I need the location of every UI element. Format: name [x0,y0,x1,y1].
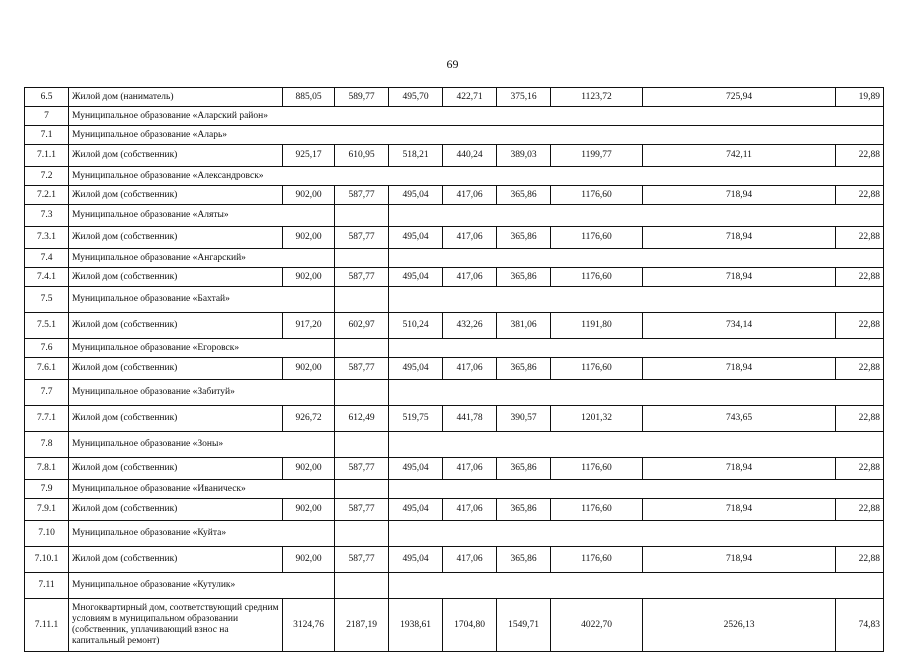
value-cell: 417,06 [443,547,497,573]
housing-type: Жилой дом (собственник) [69,458,283,480]
value-cell: 587,77 [335,458,389,480]
empty-cell [389,249,884,268]
value-cell: 417,06 [443,268,497,287]
value-cell: 1201,32 [551,406,643,432]
value-cell: 718,94 [643,499,836,521]
value-cell: 19,89 [836,88,884,107]
empty-cell [389,205,884,227]
tariff-table [24,87,884,652]
value-cell: 718,94 [643,458,836,480]
value-cell: 902,00 [283,268,335,287]
value-cell: 1191,80 [551,313,643,339]
value-cell: 885,05 [283,88,335,107]
value-cell: 4022,70 [551,599,643,652]
row-number: 7.4.1 [25,268,69,287]
page-number: 69 [446,57,459,71]
value-cell: 495,04 [389,268,443,287]
value-cell: 365,86 [497,186,551,205]
row-number: 7.1 [25,126,69,145]
value-cell: 495,04 [389,458,443,480]
row-number: 7.4 [25,249,69,268]
table-row [25,145,884,167]
value-cell: 22,88 [836,268,884,287]
value-cell: 375,16 [497,88,551,107]
housing-type: Жилой дом (наниматель) [69,88,283,107]
table-row [25,599,884,652]
row-number: 7.6 [25,339,69,358]
empty-cell [335,339,389,358]
section-title: Муниципальное образование «Аларь» [69,126,884,145]
value-cell: 1176,60 [551,499,643,521]
value-cell: 365,86 [497,227,551,249]
row-number: 7 [25,107,69,126]
housing-type: Жилой дом (собственник) [69,227,283,249]
value-cell: 510,24 [389,313,443,339]
value-cell: 495,04 [389,227,443,249]
section-title: Муниципальное образование «Ангарский» [69,249,335,268]
value-cell: 22,88 [836,145,884,167]
section-row [25,339,884,358]
empty-cell [335,380,389,406]
row-number: 7.11 [25,573,69,599]
value-cell: 926,72 [283,406,335,432]
empty-cell [389,521,884,547]
value-cell: 74,83 [836,599,884,652]
value-cell: 495,70 [389,88,443,107]
value-cell: 417,06 [443,227,497,249]
housing-type: Жилой дом (собственник) [69,499,283,521]
table-row [25,406,884,432]
table-row [25,458,884,480]
row-number: 7.5.1 [25,313,69,339]
row-number: 7.2 [25,167,69,186]
value-cell: 917,20 [283,313,335,339]
empty-cell [389,573,884,599]
housing-type: Жилой дом (собственник) [69,406,283,432]
value-cell: 441,78 [443,406,497,432]
value-cell: 902,00 [283,458,335,480]
table-body [25,88,884,652]
row-number: 7.2.1 [25,186,69,205]
table-row [25,313,884,339]
value-cell: 1176,60 [551,186,643,205]
row-number: 7.7.1 [25,406,69,432]
section-row [25,205,884,227]
table-row [25,268,884,287]
value-cell: 587,77 [335,358,389,380]
value-cell: 587,77 [335,186,389,205]
value-cell: 589,77 [335,88,389,107]
value-cell: 495,04 [389,547,443,573]
value-cell: 440,24 [443,145,497,167]
housing-type: Жилой дом (собственник) [69,145,283,167]
value-cell: 365,86 [497,268,551,287]
empty-cell [335,287,389,313]
value-cell: 718,94 [643,227,836,249]
value-cell: 587,77 [335,227,389,249]
value-cell: 725,94 [643,88,836,107]
value-cell: 518,21 [389,145,443,167]
value-cell: 365,86 [497,458,551,480]
housing-type: Жилой дом (собственник) [69,268,283,287]
section-title: Муниципальное образование «Аларский район» [69,107,884,126]
value-cell: 602,97 [335,313,389,339]
row-number: 7.9.1 [25,499,69,521]
value-cell: 718,94 [643,547,836,573]
value-cell: 3124,76 [283,599,335,652]
value-cell: 2187,19 [335,599,389,652]
value-cell: 22,88 [836,499,884,521]
value-cell: 1704,80 [443,599,497,652]
value-cell: 718,94 [643,186,836,205]
empty-cell [389,480,884,499]
value-cell: 1938,61 [389,599,443,652]
section-row [25,107,884,126]
row-number: 7.3.1 [25,227,69,249]
value-cell: 902,00 [283,358,335,380]
table-row [25,88,884,107]
value-cell: 365,86 [497,358,551,380]
section-title: Муниципальное образование «Зоны» [69,432,335,458]
empty-cell [335,432,389,458]
empty-cell [335,573,389,599]
value-cell: 1199,77 [551,145,643,167]
row-number: 7.8.1 [25,458,69,480]
value-cell: 612,49 [335,406,389,432]
value-cell: 925,17 [283,145,335,167]
section-row [25,126,884,145]
value-cell: 417,06 [443,499,497,521]
housing-type: Жилой дом (собственник) [69,358,283,380]
value-cell: 22,88 [836,406,884,432]
row-number: 7.5 [25,287,69,313]
value-cell: 381,06 [497,313,551,339]
value-cell: 22,88 [836,547,884,573]
value-cell: 417,06 [443,458,497,480]
empty-cell [335,480,389,499]
value-cell: 389,03 [497,145,551,167]
value-cell: 2526,13 [643,599,836,652]
section-row [25,573,884,599]
section-title: Муниципальное образование «Бахтай» [69,287,335,313]
row-number: 7.11.1 [25,599,69,652]
value-cell: 495,04 [389,186,443,205]
value-cell: 742,11 [643,145,836,167]
value-cell: 365,86 [497,547,551,573]
empty-cell [389,432,884,458]
row-number: 7.10.1 [25,547,69,573]
value-cell: 22,88 [836,313,884,339]
section-row [25,432,884,458]
section-row [25,521,884,547]
value-cell: 417,06 [443,186,497,205]
empty-cell [389,380,884,406]
value-cell: 22,88 [836,186,884,205]
value-cell: 902,00 [283,227,335,249]
empty-cell [335,249,389,268]
housing-type: Жилой дом (собственник) [69,313,283,339]
value-cell: 432,26 [443,313,497,339]
value-cell: 587,77 [335,547,389,573]
section-title: Муниципальное образование «Аляты» [69,205,335,227]
value-cell: 22,88 [836,358,884,380]
value-cell: 22,88 [836,227,884,249]
value-cell: 1176,60 [551,268,643,287]
section-title: Муниципальное образование «Иваническ» [69,480,335,499]
value-cell: 1176,60 [551,227,643,249]
value-cell: 1176,60 [551,547,643,573]
section-title: Муниципальное образование «Забитуй» [69,380,335,406]
value-cell: 718,94 [643,268,836,287]
value-cell: 587,77 [335,268,389,287]
value-cell: 495,04 [389,499,443,521]
value-cell: 1176,60 [551,458,643,480]
housing-type: Жилой дом (собственник) [69,186,283,205]
section-row [25,480,884,499]
value-cell: 743,65 [643,406,836,432]
table-row [25,547,884,573]
section-row [25,167,884,186]
empty-cell [389,287,884,313]
value-cell: 734,14 [643,313,836,339]
table-row [25,227,884,249]
section-title: Муниципальное образование «Александровск» [69,167,884,186]
row-number: 7.1.1 [25,145,69,167]
value-cell: 390,57 [497,406,551,432]
table-row [25,186,884,205]
row-number: 7.3 [25,205,69,227]
value-cell: 718,94 [643,358,836,380]
row-number: 7.9 [25,480,69,499]
section-title: Муниципальное образование «Кутулик» [69,573,335,599]
section-title: Муниципальное образование «Егоровск» [69,339,335,358]
empty-cell [335,205,389,227]
row-number: 6.5 [25,88,69,107]
row-number: 7.6.1 [25,358,69,380]
value-cell: 365,86 [497,499,551,521]
value-cell: 1123,72 [551,88,643,107]
table-row [25,358,884,380]
section-row [25,380,884,406]
housing-type: Жилой дом (собственник) [69,547,283,573]
empty-cell [335,521,389,547]
value-cell: 519,75 [389,406,443,432]
value-cell: 422,71 [443,88,497,107]
empty-cell [389,339,884,358]
section-row [25,249,884,268]
row-number: 7.7 [25,380,69,406]
row-number: 7.8 [25,432,69,458]
value-cell: 610,95 [335,145,389,167]
value-cell: 22,88 [836,458,884,480]
value-cell: 902,00 [283,499,335,521]
value-cell: 495,04 [389,358,443,380]
table-row [25,499,884,521]
value-cell: 902,00 [283,186,335,205]
value-cell: 1176,60 [551,358,643,380]
section-title: Муниципальное образование «Куйта» [69,521,335,547]
value-cell: 1549,71 [497,599,551,652]
row-number: 7.10 [25,521,69,547]
value-cell: 902,00 [283,547,335,573]
value-cell: 417,06 [443,358,497,380]
value-cell: 587,77 [335,499,389,521]
section-row [25,287,884,313]
housing-type: Многоквартирный дом, соответствующий средним условиям в муниципальном образовании (собственник, уплачивающий взнос на капитальный ремонт) [69,599,283,652]
